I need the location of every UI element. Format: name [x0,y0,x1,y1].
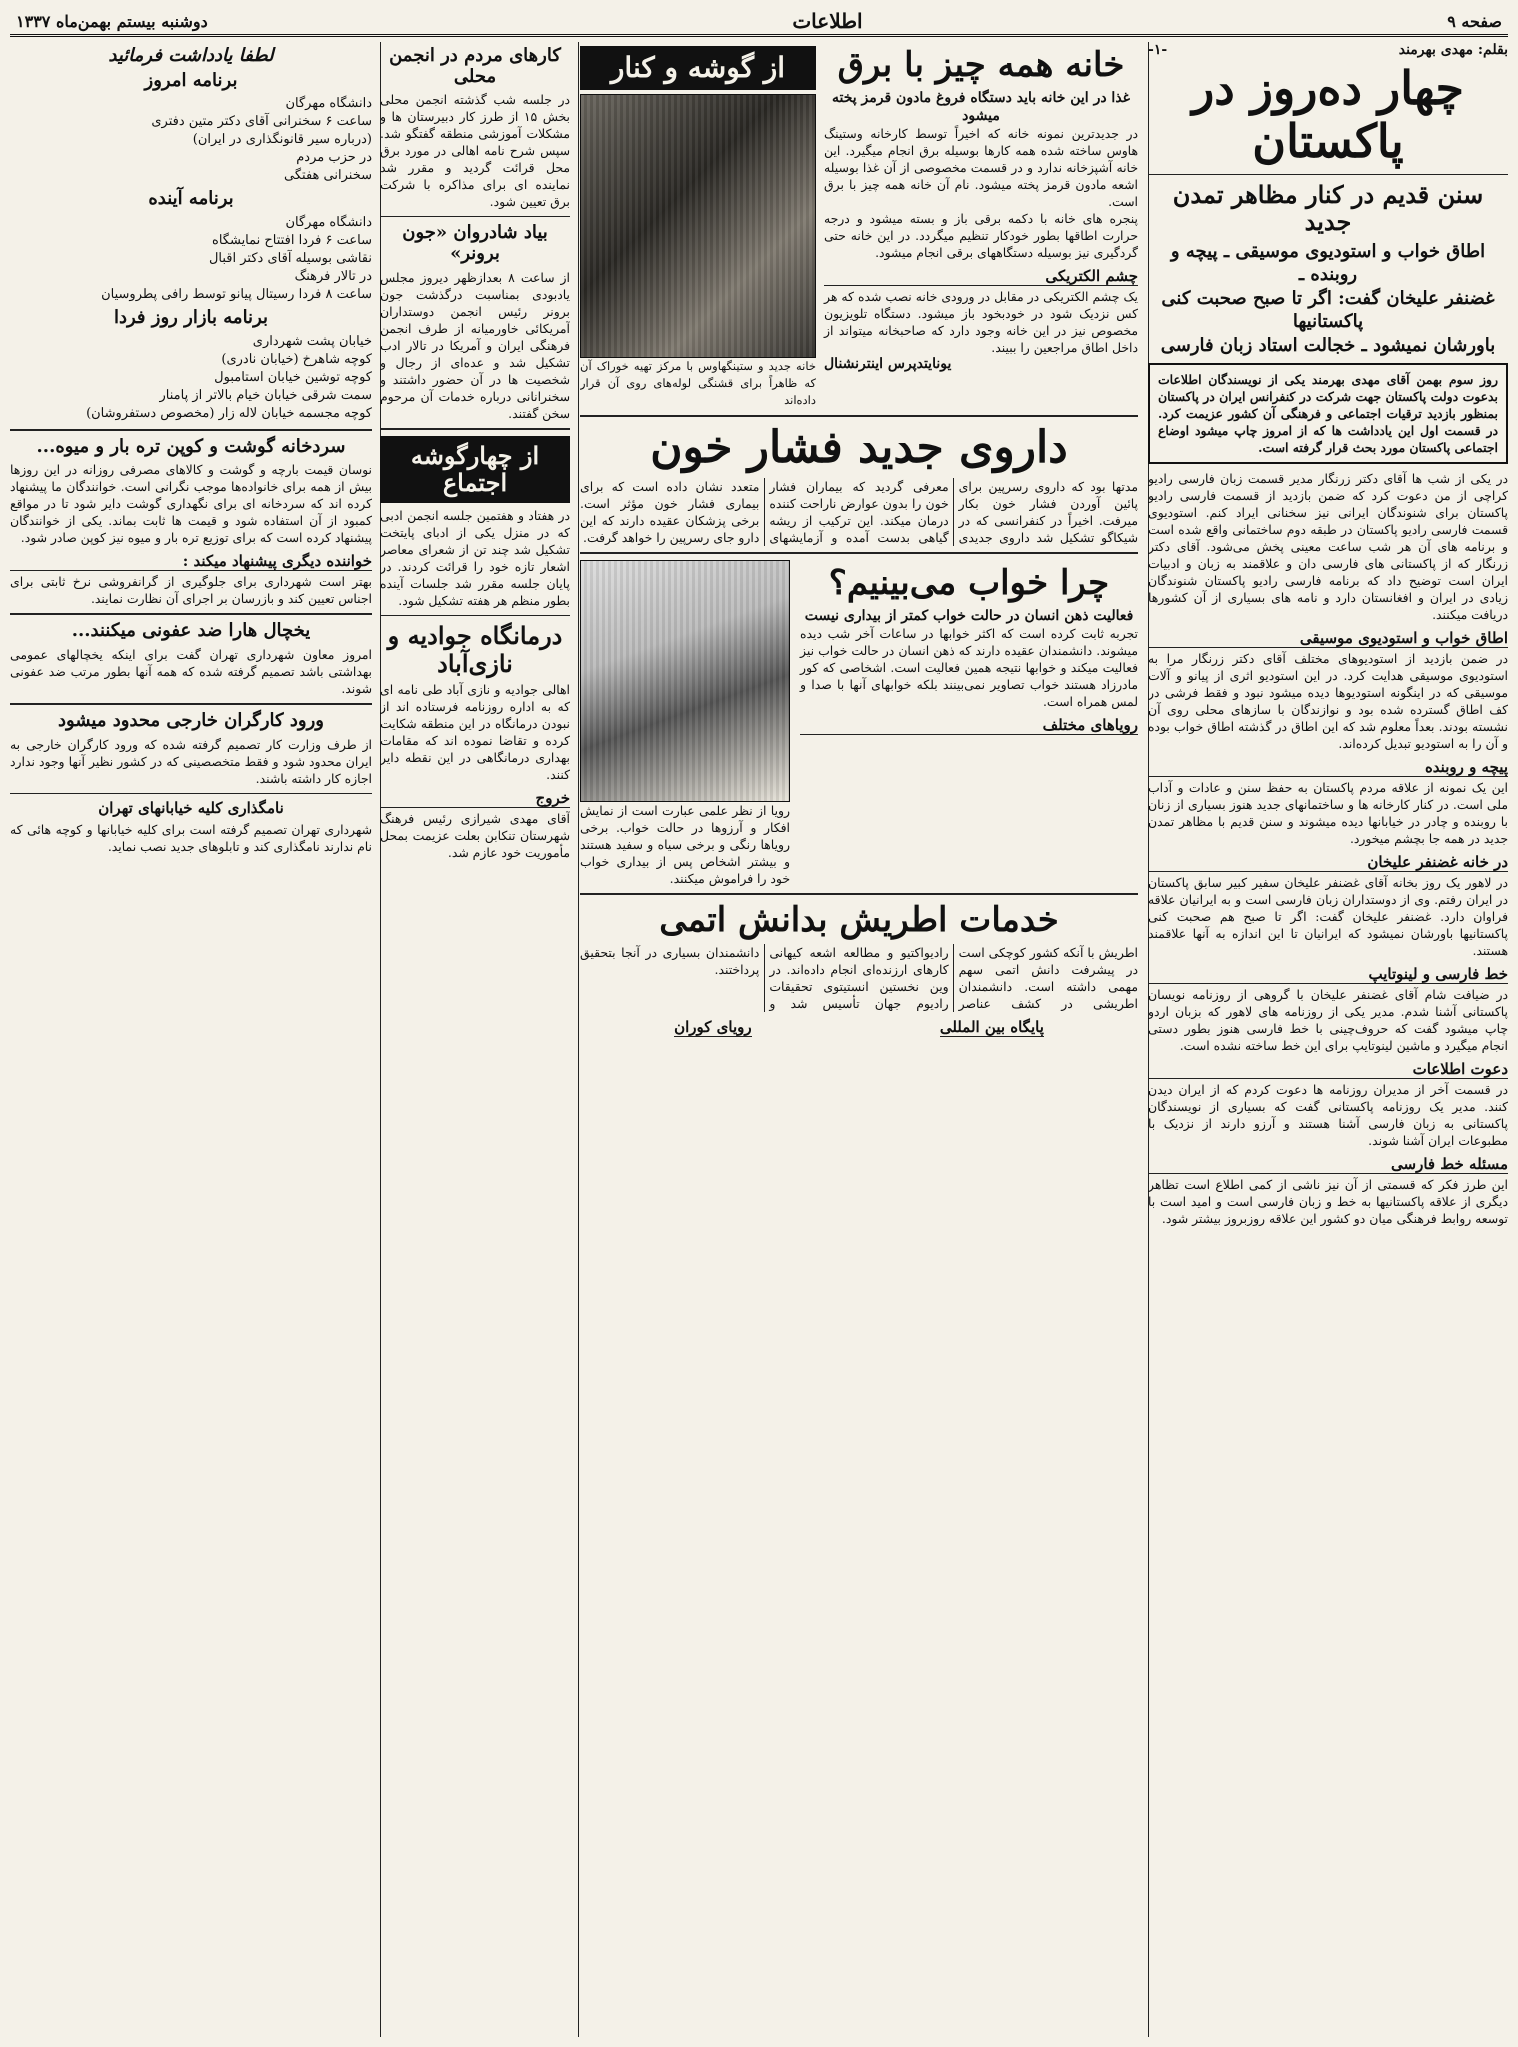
article-paragraph: در یکی از شب ها آقای دکتر زرنگار مدیر قسمت زبان فارسی رادیو کراچی از من دعوت کرد که ضمن بازدید از قسمت فارسی رادیو پاکستان برای شنوندگان ایرانی نیز سخنانی ایراد کنم. استودیوی قسمت فارسی رادیو پاکستان در طبقه دوم ساختمانی واقع شده است و برنامه های آن هر شب ساعت معینی پخش می‌شود. آقای دکتر زرنگار که از پاکستانی های فارسی دان و علاقمند به زبان و ادبیات ایران است توضیح داد که برنامه فارسی رادیو پاکستان شنوندگان زیادی در ایران و افغانستان دارد و نامه های بسیاری از آن کشورها دریافت میکنند. [1148,470,1508,622]
section-heading: در خانه غضنفر علیخان [1148,853,1508,872]
article-paragraph: در لاهور یک روز بخانه آقای غضنفر علیخان سفیر کبیر سابق پاکستان در ایران رفتم. وی از دوستداران زبان فارسی است و به ایرانیان علاقه فراوان دارد. غضنفر علیخان گفت: اگر تا صبح هم صحبت کنی پاکستانیها باورشان نمیشود که ایرانیان تا این اندازه به آنها علاقمند هستند. [1148,874,1508,958]
divider [380,615,570,616]
article-paragraph: در ضیافت شام آقای غضنفر علیخان با گروهی از روزنامه نویسان پاکستانی آشنا شدم. مدیر یکی از روزنامه های لاهور که بزبان اردو چاپ میشود گفت که حروف‌چینی با خط فارسی هنوز بطور دستی انجام میگیرد و ماشین لینوتایپ برای این خط ساخته نشده است. [1148,986,1508,1053]
article-paragraph: در جدیدترین نمونه خانه که اخیراً توسط کارخانه وستینگ هاوس ساخته شده همه کارها بوسیله برق انجام میگیرد. این خانه آشپزخانه ندارد و در قسمت مخصوصی از آن غذا بوسیله اشعه مادون قرمز پخته میشود. نام آن خانه همه چیز با برق است. [824,126,1138,210]
divider [1148,174,1508,175]
article-paragraph: نوسان قیمت بارچه و گوشت و کالاهای مصرفی روزانه در این روزها بیش از همه برای خانواده‌ها موجب نگرانی است. خوانندگان ما پیشنهاد کرده اند که سردخانه ای برای نگهداری گوشت دایر شود تا در مواقع کمبود از آن استفاده شود و قیمت ها ثابت بماند. یکی از خوانندگان پیشنهاد کرده است که برای توزیع تره بار و میوه نیز کوپن صادر شود. [10,462,372,546]
article-subtitle: غذا در این خانه باید دستگاه فروغ مادون قرمز پخته میشود [832,90,1130,125]
column-rule [578,42,579,2037]
article-paragraph: تجربه ثابت کرده است که اکثر خوابها در ساعات آخر شب دیده میشوند. دانشمندان عقیده دارند که ذهن انسان در حالت خواب نیز فعالیت میکند و خوابها نتیجه همین فعالیت است. اشخاصی که کور مادرزاد هستند خواب تصاویر نمی‌بینند بلکه خوابهای آنها با صدا و لمس همراه است. [800,626,1138,710]
article-paragraph: شهرداری تهران تصمیم گرفته است برای کلیه خیابانها و کوچه هائی که نام ندارند نامگذاری کند و تابلوهای جدید نصب نماید. [10,822,372,855]
deck-line: غضنفر علیخان گفت: اگر تا صبح صحبت کنی پاکستانیها [1161,287,1495,333]
article-title: خدمات اطریش بدانش اتمی [659,899,1059,940]
article-paragraph: در ضمن بازدید از استودیوهای مختلف آقای دکتر زرنگار مرا به استودیوی موسیقی هدایت کرد. در این استودیو اثری از پیانو و آلات موسیقی که در اینگونه استودیوها دیده میشود نبود و فقط فرشی در کف اطاق گسترده شده بود و نوازندگان با سازهای محلی روی آن نشسته بودند. بعداً معلوم شد که این اطاق در گذشته اطاق خواب بوده و آن را به استودیو تبدیل کرده‌اند. [1148,650,1508,751]
deck-line: اطاق خواب و استودیوی موسیقی ـ پیچه و روبنده ـ [1170,240,1486,286]
article-paragraph: اطریش با آنکه کشور کوچکی است در پیشرفت دانش اتمی سهم مهمی داشته است. دانشمندان اطریشی در کشف عناصر رادیواکتیو و مطالعه اشعه کیهانی کارهای ارزنده‌ای انجام داده‌اند. در وین نخستین انستیتوی تحقیقات رادیوم جهان تأسیس شد و دانشمندان بسیاری در آنجا بتحقیق پرداختند. [580,944,1138,1011]
article-paragraph: از ساعت ۸ بعدازظهر دیروز مجلس یادبودی بمناسبت درگذشت جون برونر رئیس انجمن دوستداران آمریکائی خاورمیانه از طرف انجمن فرهنگی ایران و آمریکا در تالار ادب تشکیل شد و عده‌ای از رجال و شخصیت ها در آن حضور داشتند و سخنرانانی درباره خدمات آن مرحوم سخن گفتند. [380,269,570,421]
section-heading: مسئله خط فارسی [1148,1155,1508,1174]
divider [580,552,1138,554]
sleeper-illustration [580,560,790,802]
column-pakistan [1148,42,1508,2039]
article-paragraph: در قسمت آخر از مدیران روزنامه ها دعوت کردم که از ایران دیدن کنند. مدیر یک روزنامه پاکستانی گفت که بسیاری از نویسندگان پاکستانی به زبان فارسی آشنا هستند و آرزو دارند از نزدیک با مطبوعات ایران آشنا شوند. [1148,1081,1508,1148]
article-paragraph: امروز معاون شهرداری تهران گفت برای اینکه یخچالهای عمومی بهداشتی باشد تصمیم گرفته شده که همه آنها بطور مرتب ضد عفونی شوند. [10,647,372,697]
section-heading: اطاق خواب و استودیوی موسیقی [1148,629,1508,648]
byline: بقلم: مهدی بهرمند [1398,42,1508,58]
list-item: دانشگاه مهرگان [285,215,372,231]
list-item: کوچه مجسمه خیابان لاله زار (مخصوص دستفروشان) [86,405,372,421]
list-item: خیابان پشت شهرداری [252,333,372,349]
list-item: ساعت ۶ سخنرانی آقای دکتر متین دفتری [151,114,372,130]
article-paragraph: در جلسه شب گذشته انجمن محلی بخش ۱۵ از طرز کار دبیرستان ها و مشکلات آموزشی منطقه گفتگو شد. سپس شرح نامه اهالی در مورد برق محل قرائت گردید و مقرر شد نماینده ای برای مذاکره با شرکت برق تعیین شود. [380,92,570,210]
list-item: ساعت ۶ فردا افتتاح نمایشگاه [212,233,372,249]
article-title: ورود کارگران خارجی محدود میشود [58,710,324,732]
kitchen-photo [580,94,816,358]
notice-heading: لطفا یادداشت فرمائید [108,45,274,66]
page-label: صفحه ۹ [1447,11,1502,31]
column-features [580,42,1138,2039]
article-paragraph: مدتها بود که داروی رسرپین برای پائین آوردن فشار خون بکار میرفت. اخیراً در کنفرانسی که در شیکاگو تشکیل شد داروی جدیدی معرفی گردید که بیماران فشار خون را بدون عوارض ناراحت کننده درمان میکند. این ترکیب از ریشه گیاهی بدست آمده و آزمایشهای متعدد نشان داده است که برای بیماری فشار خون مؤثر است. برخی پزشکان عقیده دارند که این دارو جای رسرپین را خواهد گرفت. [580,478,1138,545]
list-item: سخنرانی هفتگی [284,168,372,184]
article-title: بیاد شادروان «جون برونر» [402,222,548,265]
list-item: در حزب مردم [296,150,372,166]
article-paragraph: پنجره های خانه با دکمه برقی باز و بسته میشود و درجه حرارت اطاقها بطور خودکار تنظیم میگردد. در این خانه حتی گردگیری نیز بوسیله دستگاههای برقی انجام میشود. [824,211,1138,261]
paper-name: اطلاعات [792,9,863,33]
section-heading: رویای کوران [674,1017,752,1036]
issue-date: دوشنبه بیستم بهمن‌ماه ۱۳۳۷ [16,11,208,31]
divider [10,613,372,615]
section-heading: خط فارسی و لینوتایپ [1148,965,1508,984]
program-title: برنامه آینده [148,188,234,210]
article-paragraph: از طرف وزارت کار تصمیم گرفته شده که ورود کارگران خارجی به ایران محدود شود و فقط متخصصینی که در کشور نظیر آنها وجود ندارد اجازه کار داشته باشند. [10,736,372,786]
article-title: خانه همه چیز با برق [837,45,1125,85]
section-heading: خروج [380,789,570,808]
series-number: -۱- [1148,42,1168,58]
list-item: ساعت ۸ فردا رسیتال پیانو توسط رافی پطروسیان [101,287,372,303]
section-banner: از گوشه و کنار [580,46,816,90]
divider [380,216,570,217]
divider [10,703,372,705]
photo-caption: خانه جدید و ستینگهاوس با مرکز تهیه خوراک آن که ظاهراً برای قشنگی لوله‌های روی آن قرار داده‌اند [580,359,816,408]
column-local-news [380,42,570,2039]
article-subtitle: سنن قدیم در کنار مظاهر تمدن جدید [1172,179,1484,237]
divider [580,893,1138,895]
article-title: نامگذاری کلیه خیابانهای تهران [98,798,284,817]
section-heading: خواننده دیگری پیشنهاد میکند : [10,552,372,571]
article-title: چرا خواب می‌بینیم؟ [828,562,1110,603]
divider [10,793,372,794]
list-item: کوچه شاهرخ (خیابان نادری) [221,351,372,367]
deck-line: باورشان نمیشود ـ خجالت استاد زبان فارسی [1160,334,1496,356]
section-heading: دعوت اطلاعات [1148,1060,1508,1079]
list-item: نقاشی بوسیله آقای دکتر اقبال [208,251,372,267]
article-paragraph: در هفتاد و هفتمین جلسه انجمن ادبی که در منزل یکی از ادبای پایتخت تشکیل شد چند تن از شعرای معاصر اشعار تازه خود را قرائت کردند. در پایان جلسه مقرر شد جلسات آینده بطور منظم هر هفته تشکیل شود. [380,507,570,608]
list-item: کوچه توشین خیابان استامبول [214,369,372,385]
article-paragraph: بهتر است شهرداری برای جلوگیری از گرانفروشی نرخ ثابتی برای اجناس تعیین کند و بازرسان بر اجرای آن نظارت نمایند. [10,574,372,607]
list-item: دانشگاه مهرگان [285,96,372,112]
divider [380,428,570,430]
intro-box: روز سوم بهمن آقای مهدی بهرمند یکی از نویسندگان اطلاعات بدعوت دولت پاکستان جهت شرکت در کنفرانس ایران در پاکستان بمنظور بازدید ترقیات اجتماعی و فرهنگی آن کشور عزیمت کرد. در قسمت اول این یادداشت ها که از امروز چاپ میشود اوضاع اجتماعی پاکستان مورد بحث قرار گرفته است. [1148,363,1508,464]
credit: یونایتدپرس اینترنشنال [824,356,952,373]
article-title: سردخانه گوشت و کوپن تره بار و میوه... [36,435,346,457]
program-title: برنامه امروز [144,69,238,91]
article-title: درمانگاه جوادیه و نازی‌آباد [387,620,563,678]
article-title: کارهای مردم در انجمن محلی [389,45,561,87]
divider [10,429,372,431]
article-paragraph: این یک نمونه از علاقه مردم پاکستان به حفظ سنن و عادات و آداب ملی است. در کنار کارخانه ها و ساختمانهای جدید هنوز بسیاری از زنان با روبنده و چادر در خیابانها دیده میشوند و سنن قدیم با مظاهر تمدن جدید در همه جا بچشم میخورد. [1148,779,1508,846]
article-paragraph: این طرز فکر که قسمتی از آن نیز ناشی از کمی اطلاع است تظاهر دیگری از علاقه پاکستانیها به خط و زبان فارسی است و امید است با توسعه روابط فرهنگی میان دو کشور این علاقه روزبروز بیشتر شود. [1148,1176,1508,1226]
divider [580,415,1138,417]
list-item: سمت شرقی خیابان خیام بالاتر از پامنار [159,387,372,403]
program-title: برنامه بازار روز فردا [113,307,269,329]
article-paragraph: اهالی جوادیه و نازی آباد طی نامه ای که به اداره روزنامه فرستاده اند از نبودن درمانگاه در این منطقه شکایت کرده و تقاضا نموده اند که مقامات بهداری درمانگاهی در این نقطه دایر کنند. [380,682,570,783]
article-title: یخچال هارا ضد عفونی میکنند... [71,620,311,642]
section-heading: چشم الکتریکی [824,267,1138,286]
section-heading: پایگاه بین المللی [939,1017,1044,1036]
list-item: در تالار فرهنگ [294,269,372,285]
section-banner: از چهارگوشه اجتماع [380,436,570,503]
article-title: چهار ده‌روز در پاکستان [1192,61,1464,168]
column-notices [10,42,372,2039]
section-heading: رویاهای مختلف [800,716,1138,735]
article-title: داروی جدید فشار خون [650,422,1068,474]
article-paragraph: یک چشم الکتریکی در مقابل در ورودی خانه نصب شده که هر کس نزدیک شود در خودبخود باز میشود. دستگاه تلویزیون مخصوص نیز در این خانه وجود دارد که صاحبخانه میتواند از داخل اطاق مراجعین را ببیند. [824,289,1138,356]
article-subtitle: فعالیت ذهن انسان در حالت خواب کمتر از بیداری نیست [804,607,1134,624]
article-paragraph: رویا از نظر علمی عبارت است از نمایش افکار و آرزوها در حالت خواب. برخی رویاها رنگی و برخی سیاه و سفید هستند و بیشتر اشخاص پس از بیداری خواب خود را فراموش میکنند. [580,802,790,886]
section-heading: پیچه و روبنده [1148,758,1508,777]
list-item: (درباره سیر قانونگذاری در ایران) [192,132,372,148]
article-paragraph: آقای مهدی شیرازی رئیس فرهنگ شهرستان تنکابن بعلت عزیمت بمحل مأموریت خود عازم شد. [380,811,570,861]
masthead [10,8,1508,37]
